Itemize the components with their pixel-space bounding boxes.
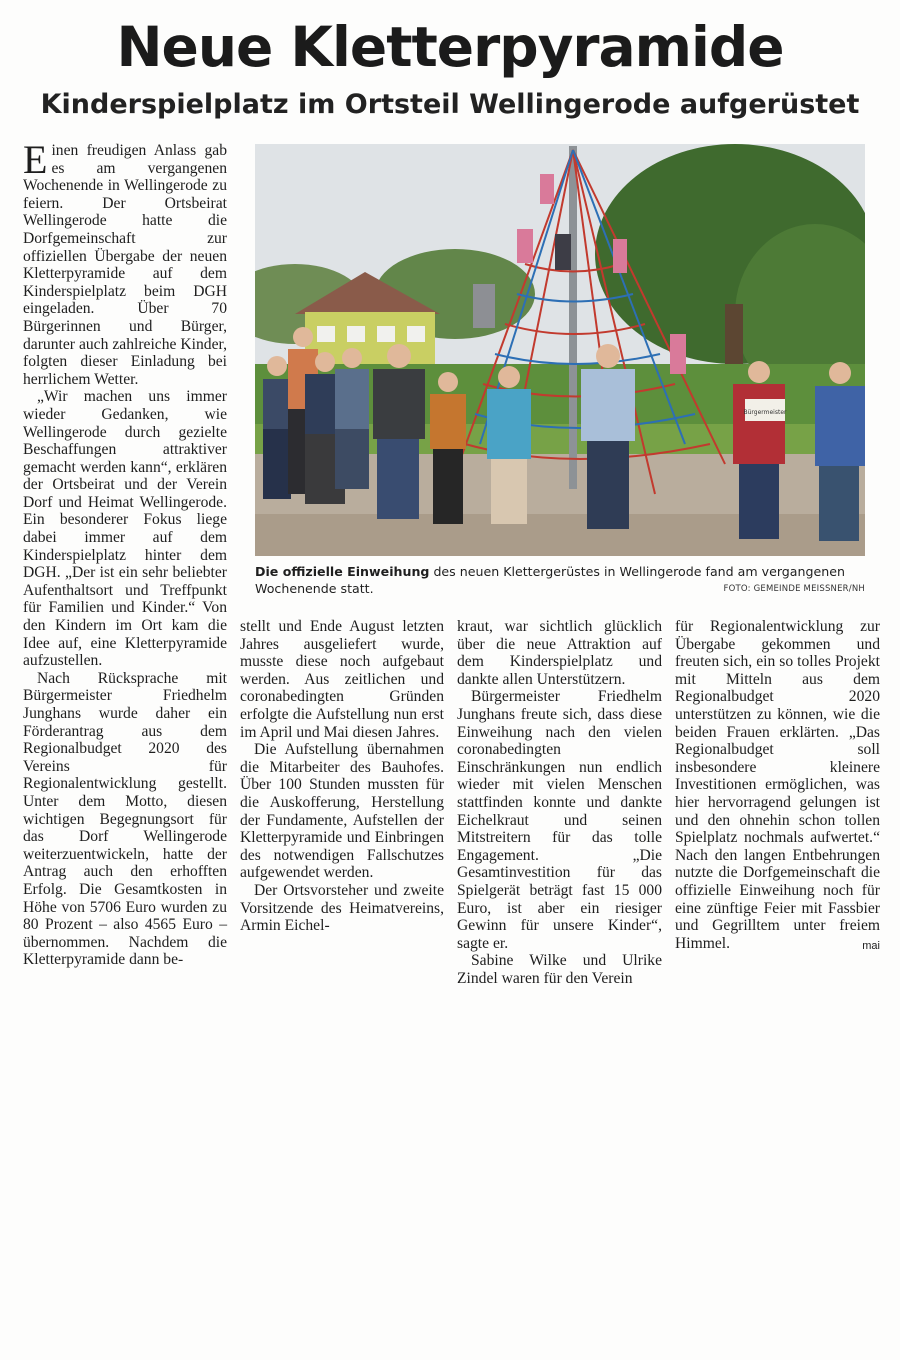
paragraph: für Regionalentwicklung zur Übergabe gekommen und freuten sich, ein so tolles Projekt mit Mitteln aus dem Regionalbudget 2020 unterstützen zu können, wie die beiden Frauen erklärten. „Das Regionalbudget soll insbesondere kleinere Investitionen ermöglichen, was hier hervorragend gelungen ist und den ohnehin schon tollen Spielplatz nochmals aufwertet.“ Nach den langen Entbehrungen nutzte die Dorfgemeinschaft die offizielle Einweihung noch für eine zünftige Feier mit Fassbier und Gegrilltem unter freiem Himmel. (675, 618, 880, 952)
paragraph: Sabine Wilke und Ulrike Zindel waren für den Verein (457, 952, 662, 987)
paragraph: „Wir machen uns immer wieder Gedanken, wie Wellingerode durch gezielte Beschaffungen attraktiver gemacht werden kann“, erklären der Ortsbeirat und der Verein Dorf und Heimat Wellingerode. Ein besonderer Fokus liege dabei immer auf dem Kinderspielplatz hinter dem DGH. „Der ist ein sehr beliebter Aufenthaltsort und Treffpunkt für Familien und Kinder.“ Von den Kindern im Ort kam die Idee auf, eine Kletterpyramide aufzustellen. (23, 388, 227, 670)
article-column-2 (240, 618, 444, 935)
paragraph: Einen freudigen Anlass gab es am vergangenen Wochenende in Wellingerode zu feiern. Der Ortsbeirat Wellingerode hatte die Dorfgemeinschaft zur offiziellen Übergabe der neuen Kletterpyramide auf dem Kinderspielplatz beim DGH eingeladen. Über 70 Bürgerinnen und Bürger, darunter auch zahlreiche Kinder, folgten dieser Einladung bei herrlichem Wetter. (23, 137, 227, 388)
paragraph: Der Ortsvorsteher und zweite Vorsitzende des Heimatvereins, Armin Eichel- (240, 881, 444, 935)
paragraph: Bürgermeister Friedhelm Junghans freute sich, dass diese Einweihung nach den vielen coronabedingten Einschränkungen nun endlich wieder mit vielen Menschen stattfinden konnte und dankte Eichelkraut und seinen Mitstreitern für das tolle Engagement. „Die Gesamtinvestition für das Spielgerät beträgt fast 15 000 Euro, ist aber ein riesiger Gewinn für unsere Kinder“, sagte er. (457, 688, 662, 952)
photo-sign-text: Bürgermeister (743, 409, 787, 416)
author-initials: mai (862, 940, 880, 953)
headline: Neue Kletterpyramide (116, 15, 784, 79)
paragraph: stellt und Ende August letzten Jahres ausgeliefert wurde, musste diese noch aufgebaut werden. Aus zeitlichen und coronabedingten Gründen erfolgte die Aufstellung nun erst im April und Mai diesen Jahres. (240, 618, 444, 741)
article-column-4 (675, 618, 880, 956)
paragraph: kraut, war sichtlich glücklich über die neue Attraktion auf dem Kinderspielplatz und dankte allen Unterstützern. (457, 618, 662, 688)
paragraph: Die Aufstellung übernahmen die Mitarbeiter des Bauhofes. Über 100 Stunden mussten für die Auskofferung, Herstellung der Fundamente, Aufstellen der Kletterpyramide und Einbringen des notwendigen Fallschutzes aufgewendet werden. (240, 741, 444, 882)
article-column-3 (457, 618, 662, 987)
caption-text: des neuen Klettergerüstes in Wellingerode fand am vergangenen Wochenende statt. (255, 564, 845, 596)
photo-credit: FOTO: GEMEINDE MEISSNER/NH (723, 584, 865, 594)
article-photo (255, 144, 865, 556)
caption-bold: Die offizielle Einweihung (255, 564, 430, 579)
subheadline: Kinderspielplatz im Ortsteil Wellingerode aufgerüstet (40, 89, 860, 120)
drop-cap: E (23, 137, 48, 182)
paragraph: Nach Rücksprache mit Bürgermeister Friedhelm Junghans wurde daher ein Förderantrag aus dem Regionalbudget 2020 des Vereins für Regionalentwicklung gestellt. Unter dem Motto, diesen wichtigen Begegnungsort für das Dorf Wellingerode weiterzuentwickeln, hatte der Antrag auch den erhofften Erfolg. Die Gesamtkosten in Höhe von 5706 Euro wurden zu 80 Prozent – also 4565 Euro – übernommen. Nachdem die Kletterpyramide dann be- (23, 669, 227, 969)
article-column-1 (23, 137, 227, 969)
